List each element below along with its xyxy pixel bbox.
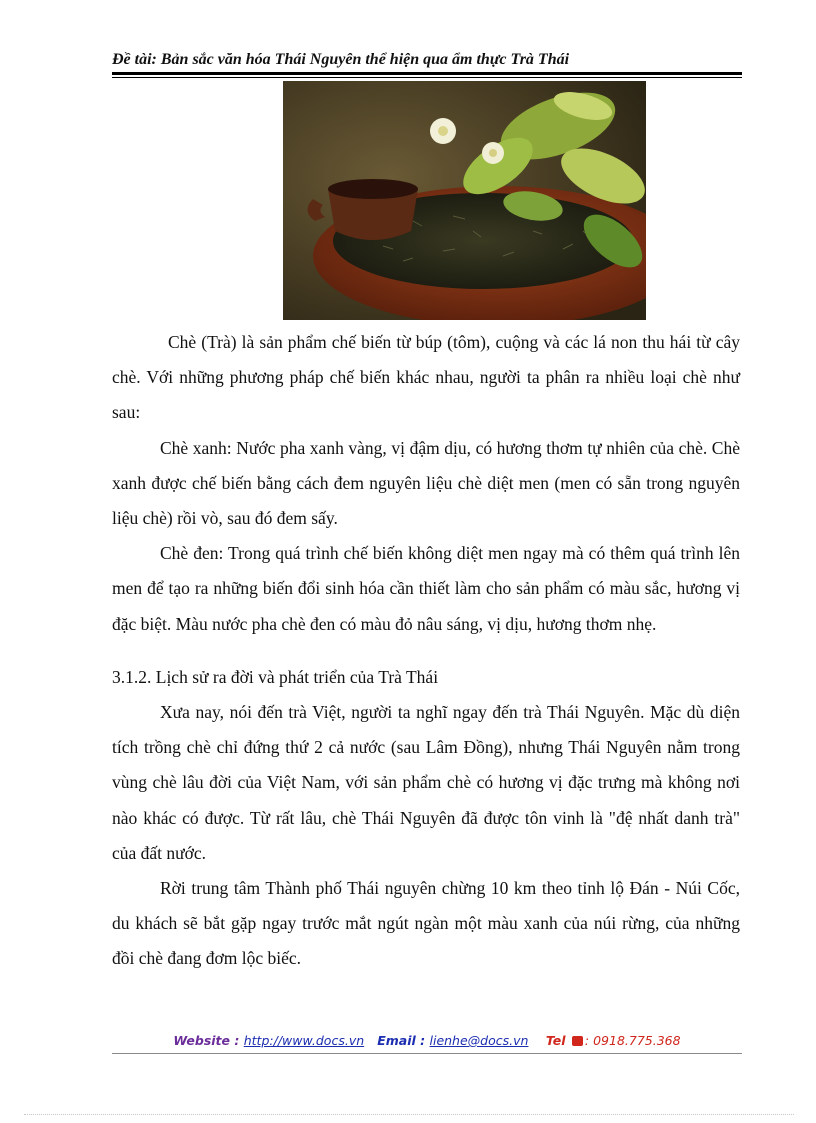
section-heading: 3.1.2. Lịch sử ra đời và phát triển của Trà Thái	[112, 666, 439, 687]
paragraph-travel: Rời trung tâm Thành phố Thái nguyên chừng 10 km theo tỉnh lộ Đán - Núi Cốc, du khách sẽ bắt gặp ngay trước mắt ngút ngàn một màu xanh của núi rừng, của những đồi chè đang đơm lộc biếc.	[112, 878, 740, 969]
paragraph-intro: Chè (Trà) là sản phẩm chế biến từ búp (tôm), cuộng và các lá non thu hái từ cây chè. Với những phương pháp chế biến khác nhau, người ta phân ra nhiều loại chè như sau:	[112, 332, 740, 423]
tel-label: Tel	[545, 1033, 566, 1048]
header-rule-thin	[112, 77, 742, 78]
paragraph-green-tea: Chè xanh: Nước pha xanh vàng, vị đậm dịu, có hương thơm tự nhiên của chè. Chè xanh được chế biến bằng cách đem nguyên liệu chè diệt men (men có sẵn trong nguyên liệu chè) rồi vò, sau đó đem sấy.	[112, 437, 740, 529]
tea-photo	[283, 81, 646, 320]
website-label: Website	[173, 1033, 231, 1048]
website-link[interactable]: http://www.docs.vn	[243, 1033, 365, 1048]
email-link[interactable]: lienhe@docs.vn	[429, 1033, 529, 1048]
email-label: Email	[377, 1033, 416, 1048]
paragraph-black-tea: Chè đen: Trong quá trình chế biến không diệt men ngay mà có thêm quá trình lên men để tạo ra những biến đổi sinh hóa cần thiết làm cho sản phẩm có màu sắc, hương vị đặc biệt. Màu nước pha chè đen có màu đỏ nâu sáng, vị dịu, hương thơm nhẹ.	[112, 543, 740, 634]
phone-icon	[572, 1036, 583, 1046]
tel-value: : 0918.775.368	[584, 1033, 681, 1048]
body-text	[112, 325, 740, 977]
page-footer: Website : http://www.docs.vn Email : lienhe@docs.vn Tel : 0918.775.368	[173, 1033, 681, 1048]
paragraph-history: Xưa nay, nói đến trà Việt, người ta nghĩ ngay đến trà Thái Nguyên. Mặc dù diện tích trồng chè chỉ đứng thứ 2 cả nước (sau Lâm Đồng), nhưng Thái Nguyên nằm trong vùng chè lâu đời của Việt Nam, với sản phẩm chè có hương vị đặc trưng mà không nơi nào khác có được. Từ rất lâu, chè Thái Nguyên đã được tôn vinh là "đệ nhất danh trà" của đất nước.	[112, 702, 740, 863]
tea-photo-illustration	[283, 81, 646, 320]
header-rule-thick	[112, 72, 742, 75]
page-edge	[24, 1114, 794, 1115]
page-header-title: Đề tài: Bản sắc văn hóa Thái Nguyên thể hiện qua ẩm thực Trà Thái	[112, 51, 570, 68]
footer-rule	[112, 1053, 742, 1054]
